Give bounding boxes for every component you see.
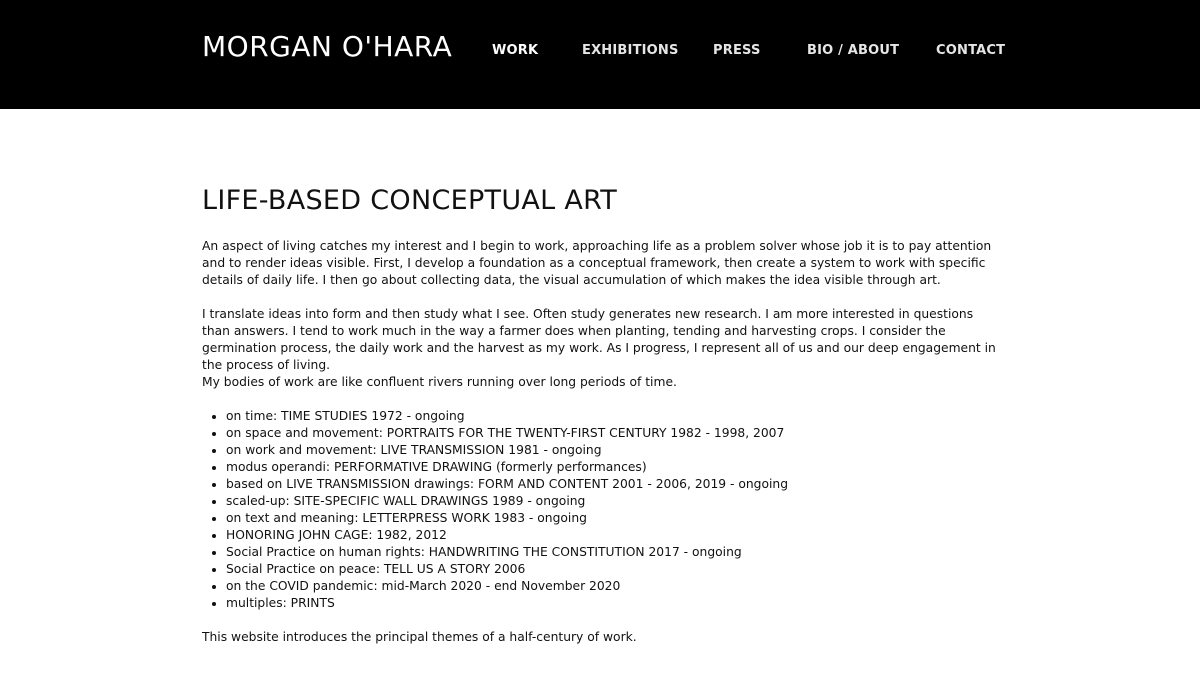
intro-paragraph-3: My bodies of work are like confluent rivers running over long periods of time. [202, 375, 677, 389]
page-title: LIFE-BASED CONCEPTUAL ART [202, 185, 618, 216]
closing-paragraph: This website introduces the principal themes of a half-century of work. [202, 630, 637, 644]
nav-contact[interactable]: CONTACT [936, 43, 1006, 58]
intro-paragraph-2: I translate ideas into form and then study what I see. Often study generates new research. I am more interested in questions than answers. I tend to work much in the way a farmer does when planting, tending and harvesting crops. I consider the germination process, the daily work and the harvest as my work. As I progress, I represent all of us and our deep engagement in the process of living. [202, 307, 996, 372]
main-content [202, 185, 1002, 644]
list-item: • on space and movement: PORTRAITS FOR THE TWENTY-FIRST CENTURY 1982 - 1998, 2007 [226, 425, 1006, 442]
nav-press[interactable]: PRESS [713, 43, 761, 58]
list-item: • scaled-up: SITE-SPECIFIC WALL DRAWINGS 1989 - ongoing [226, 493, 1006, 510]
list-item: • multiples: PRINTS [226, 595, 1006, 612]
site-header [0, 0, 1200, 109]
list-item: • modus operandi: PERFORMATIVE DRAWING (formerly performances) [226, 459, 1006, 476]
nav-bio-about[interactable]: BIO / ABOUT [807, 43, 900, 58]
list-item: • on text and meaning: LETTERPRESS WORK 1983 - ongoing [226, 510, 1006, 527]
list-item: • on the COVID pandemic: mid-March 2020 - end November 2020 [226, 578, 1006, 595]
list-item: • on work and movement: LIVE TRANSMISSION 1981 - ongoing [226, 442, 1006, 459]
bodies-of-work-list [202, 408, 1006, 612]
list-item: • on time: TIME STUDIES 1972 - ongoing [226, 408, 1006, 425]
list-item: • HONORING JOHN CAGE: 1982, 2012 [226, 527, 1006, 544]
site-title-link[interactable]: MORGAN O'HARA [202, 30, 453, 63]
nav-work[interactable]: WORK [492, 43, 539, 58]
intro-paragraph-1: An aspect of living catches my interest and I begin to work, approaching life as a problem solver whose job it is to pay attention and to render ideas visible. First, I develop a foundation as a conceptual framework, then create a system to work with specific details of daily life. I then go about collecting data, the visual accumulation of which makes the idea visible through art. [202, 239, 992, 287]
list-item: • Social Practice on peace: TELL US A STORY 2006 [226, 561, 1006, 578]
list-item: • Social Practice on human rights: HANDWRITING THE CONSTITUTION 2017 - ongoing [226, 544, 1006, 561]
nav-exhibitions[interactable]: EXHIBITIONS [582, 43, 679, 58]
list-item: • based on LIVE TRANSMISSION drawings: FORM AND CONTENT 2001 - 2006, 2019 - ongoing [226, 476, 1006, 493]
